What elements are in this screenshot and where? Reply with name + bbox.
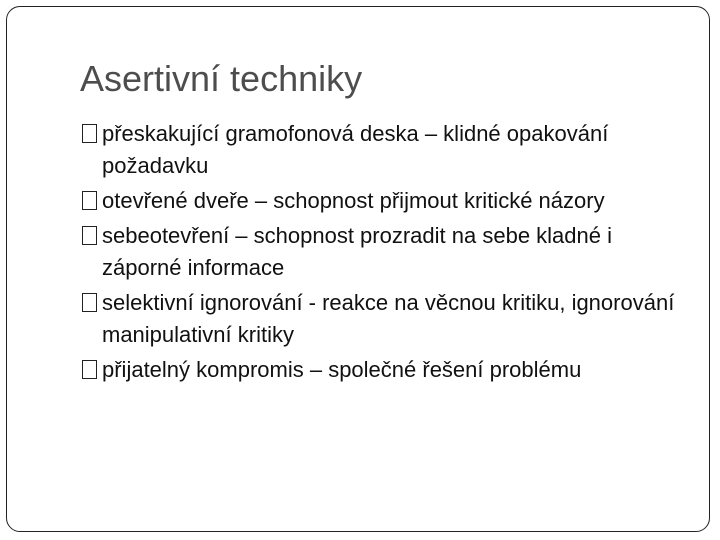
bullet-text: otevřené dveře – schopnost přijmout kritické názory [102, 188, 605, 213]
bullet-text: přeskakující gramofonová deska – klidné opakování požadavku [102, 121, 609, 178]
bullet-item [82, 220, 682, 284]
bullet-item [82, 287, 682, 351]
bullet-text: přijatelný kompromis – společné řešení problému [102, 357, 582, 382]
bullet-item [82, 118, 682, 182]
bullet-text: sebeotevření – schopnost prozradit na sebe kladné i záporné informace [102, 223, 612, 280]
slide-title: Asertivní techniky [80, 58, 363, 99]
bullet-marker-icon [82, 226, 97, 245]
bullet-marker-icon [82, 360, 97, 379]
bullet-text: selektivní ignorování - reakce na věcnou kritiku, ignorování manipulativní kritiky [102, 290, 675, 347]
bullet-marker-icon [82, 124, 97, 143]
bullet-marker-icon [82, 293, 97, 312]
bullet-item [82, 354, 682, 386]
bullet-item [82, 185, 682, 217]
bullet-marker-icon [82, 191, 97, 210]
bullet-list [82, 118, 682, 389]
